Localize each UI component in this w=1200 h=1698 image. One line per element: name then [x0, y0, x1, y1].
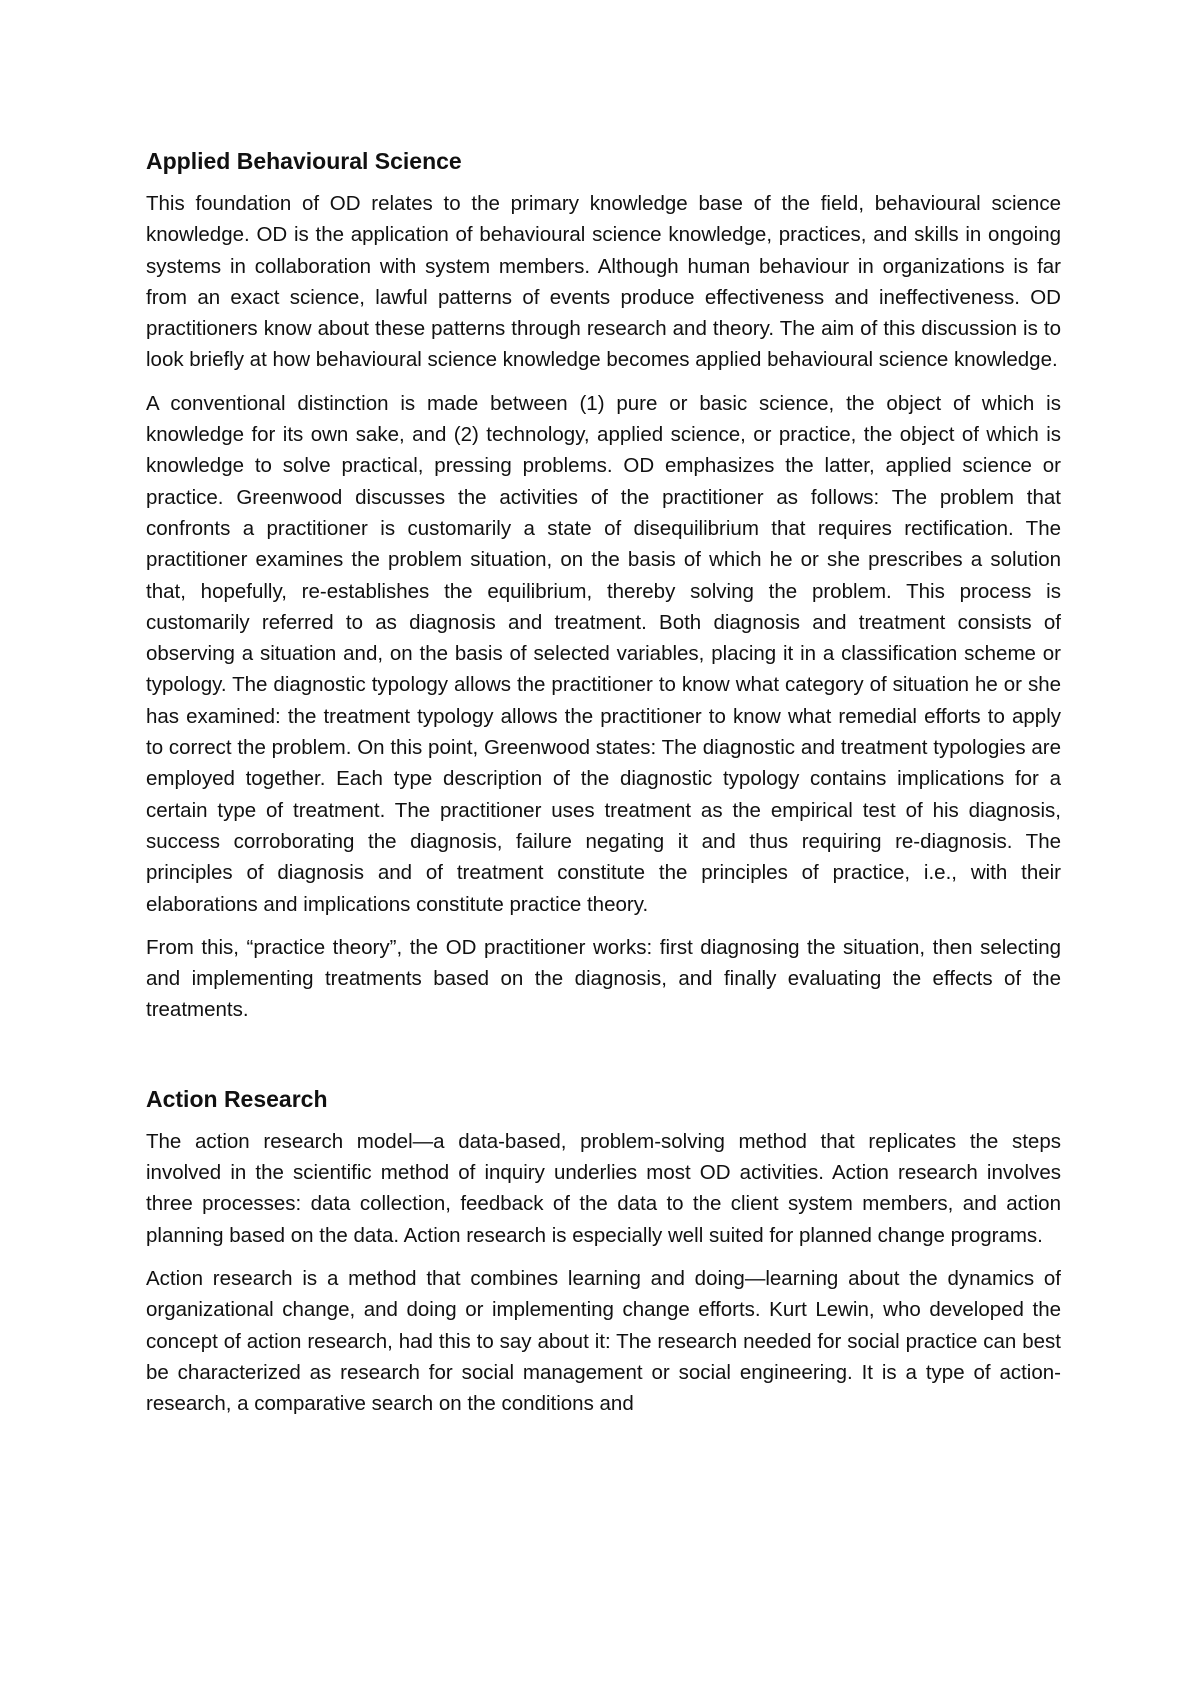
section-action-research — [146, 1084, 1061, 1420]
section-heading: Action Research — [146, 1085, 328, 1112]
paragraph: Action research is a method that combines learning and doing—learning about the dynamics of organizational change, and doing or implementing change efforts. Kurt Lewin, who developed the concept of action research, had this to say about it: The research needed for social practice can best be characterized as research for social management or social engineering. It is a type of action-research, a comparative search on the conditions and — [146, 1266, 1061, 1416]
document-body — [146, 146, 1061, 1431]
section-spacer — [146, 1038, 1061, 1084]
section-applied-behavioural-science — [146, 146, 1061, 1026]
paragraph: The action research model—a data-based, problem-solving method that replicates the steps involved in the scientific method of inquiry underlies most OD activities. Action research involves three processes: data collection, feedback of the data to the client system members, and action planning based on the data. Action research is especially well suited for planned change programs. — [146, 1129, 1061, 1247]
section-heading: Applied Behavioural Science — [146, 148, 462, 174]
paragraph: From this, “practice theory”, the OD practitioner works: first diagnosing the situation, then selecting and implementing treatments based on the diagnosis, and finally evaluating the effects of the treatments. — [146, 935, 1061, 1022]
paragraph: This foundation of OD relates to the primary knowledge base of the field, behavioural science knowledge. OD is the application of behavioural science knowledge, practices, and skills in ongoing systems in collaboration with system members. Although human behaviour in organizations is far from an exact science, lawful patterns of events produce effectiveness and ineffectiveness. OD practitioners know about these patterns through research and theory. The aim of this discussion is to look briefly at how behavioural science knowledge becomes applied behavioural science knowledge. — [146, 192, 1061, 372]
paragraph: A conventional distinction is made between (1) pure or basic science, the object of which is knowledge for its own sake, and (2) technology, applied science, or practice, the object of which is knowledge to solve practical, pressing problems. OD emphasizes the latter, applied science or practice. Greenwood discusses the activities of the practitioner as follows: The problem that confronts a practitioner is customarily a state of disequilibrium that requires rectification. The practitioner examines the problem situation, on the basis of which he or she prescribes a solution that, hopefully, re-establishes the equilibrium, thereby solving the problem. This process is customarily referred to as diagnosis and treatment. Both diagnosis and treatment consists of observing a situation and, on the basis of selected variables, placing it in a classification scheme or typology. The diagnostic typology allows the practitioner to know what category of situation he or she has examined: the treatment typology allows the practitioner to know what remedial efforts to apply to correct the problem. On this point, Greenwood states: The diagnostic and treatment typologies are employed together. Each type description of the diagnostic typology contains implications for a certain type of treatment. The practitioner uses treatment as the empirical test of his diagnosis, success corroborating the diagnosis, failure negating it and thus requiring re-diagnosis. The principles of diagnosis and of treatment constitute the principles of practice, i.e., with their elaborations and implications constitute practice theory. — [146, 391, 1061, 916]
